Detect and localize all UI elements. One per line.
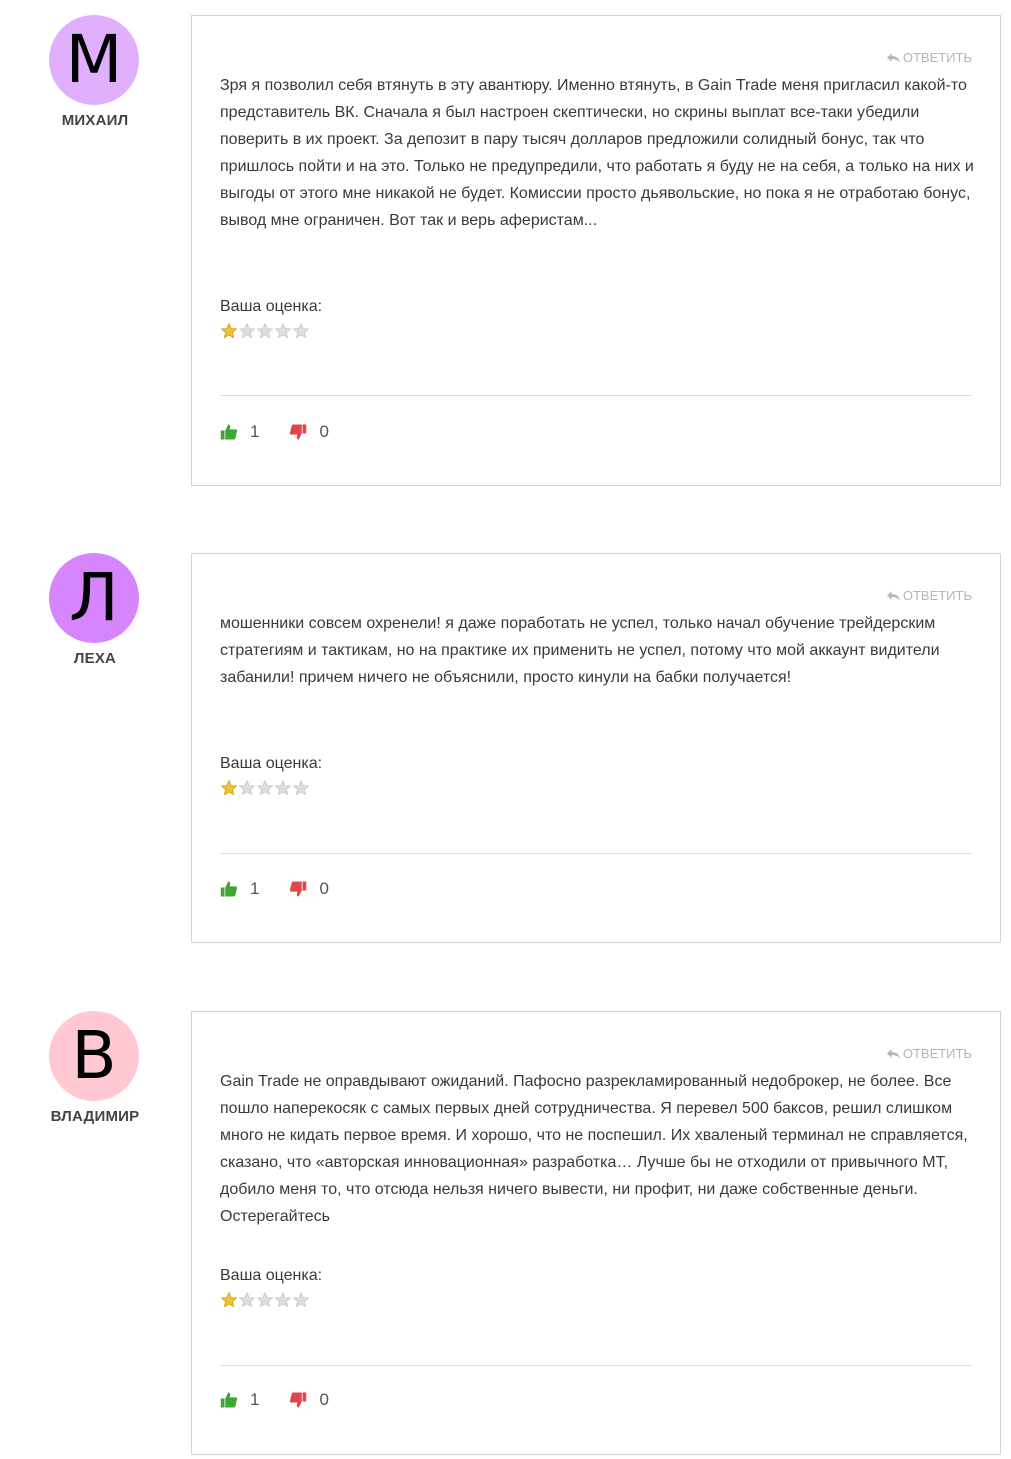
thumbs-up-icon [220,423,238,441]
reply-label: ОТВЕТИТЬ [902,50,972,65]
dislike-count: 0 [319,1390,329,1409]
reply-button[interactable] [886,588,972,603]
rating-stars [220,779,310,797]
comment-author: МИХАИЛ [61,112,129,129]
avatar [49,553,139,643]
comment-author: ВЛАДИМИР [50,1108,140,1125]
thumbs-down-icon [289,1391,307,1409]
star-icon [238,779,256,797]
dislike-count: 0 [319,422,329,441]
dislike-button[interactable] [289,879,328,899]
rating-label: Ваша оценка: [220,1267,323,1284]
divider [220,853,972,854]
star-icon [238,322,256,340]
star-icon [256,779,274,797]
comment-text: мошенники совсем охренели! я даже поработать не успел, только начал обучение трейдерским стратегиям и тактикам, но на практике их применить не успел, потому что мой аккаунт видители забанили! причем ничего не объяснили, просто кинули на бабки получается! [220,615,940,686]
star-icon [220,779,238,797]
reply-icon [886,590,901,602]
star-icon [292,1291,310,1309]
star-icon [274,779,292,797]
comment-text: Gain Trade не оправдывают ожиданий. Пафосно разрекламированный недоброкер, не более. Все пошло наперекосяк с самых первых дней сотрудничества. Я перевел 500 баксов, решил слишком много не кидать первое время. И хорошо, что не поспешил. Их хваленый терминал не справляется, сказано, что «авторская инновационная» разработка… Лучше бы не отходили от привычного МТ, добило меня то, что отсюда нельзя ничего вывести, ни профит, ни даже собственные деньги. Остерегайтесь [220,1073,968,1225]
star-icon [274,1291,292,1309]
thumbs-down-icon [289,423,307,441]
dislike-button[interactable] [289,422,328,442]
reply-button[interactable] [886,50,972,65]
like-button[interactable] [220,422,259,442]
reply-icon [886,52,901,64]
reply-label: ОТВЕТИТЬ [902,588,972,603]
avatar-initial: М [65,21,123,98]
avatar [49,1011,139,1101]
comment-box [191,15,1001,486]
divider [220,1365,972,1366]
star-icon [292,779,310,797]
reply-label: ОТВЕТИТЬ [902,1046,972,1061]
thumbs-down-icon [289,880,307,898]
rating-stars [220,1291,310,1309]
comment-box [191,553,1001,943]
thumbs-up-icon [220,1391,238,1409]
star-icon [220,322,238,340]
comment-author: ЛЕХА [73,650,117,667]
star-icon [256,322,274,340]
rating-label: Ваша оценка: [220,298,323,315]
like-count: 1 [250,422,260,441]
avatar-initial: В [71,1017,117,1094]
votes [220,1390,359,1410]
divider [220,395,972,396]
star-icon [274,322,292,340]
like-button[interactable] [220,1390,259,1410]
star-icon [220,1291,238,1309]
star-icon [238,1291,256,1309]
dislike-button[interactable] [289,1390,328,1410]
like-count: 1 [250,879,260,898]
thumbs-up-icon [220,880,238,898]
comment-box [191,1011,1001,1455]
avatar [49,15,139,105]
reply-icon [886,1048,901,1060]
like-count: 1 [250,1390,260,1409]
avatar-initial: Л [69,559,119,636]
star-icon [292,322,310,340]
dislike-count: 0 [319,879,329,898]
comment-text: Зря я позволил себя втянуть в эту авантюру. Именно втянуть, в Gain Trade меня пригласил какой-то представитель ВК. Сначала я был настроен скептически, но скрины выплат все-таки убедили поверить в их проект. За депозит в пару тысяч долларов предложили солидный бонус, так что пришлось пойти и на это. Только не предупредили, что работать я буду не на себя, а только на них и выгоды от этого мне никакой не будет. Комиссии просто дьявольские, но пока я не отработаю бонус, вывод мне ограничен. Вот так и верь аферистам... [220,77,974,229]
star-icon [256,1291,274,1309]
votes [220,422,359,442]
votes [220,879,359,899]
reply-button[interactable] [886,1046,972,1061]
like-button[interactable] [220,879,259,899]
rating-label: Ваша оценка: [220,755,323,772]
rating-stars [220,322,310,340]
